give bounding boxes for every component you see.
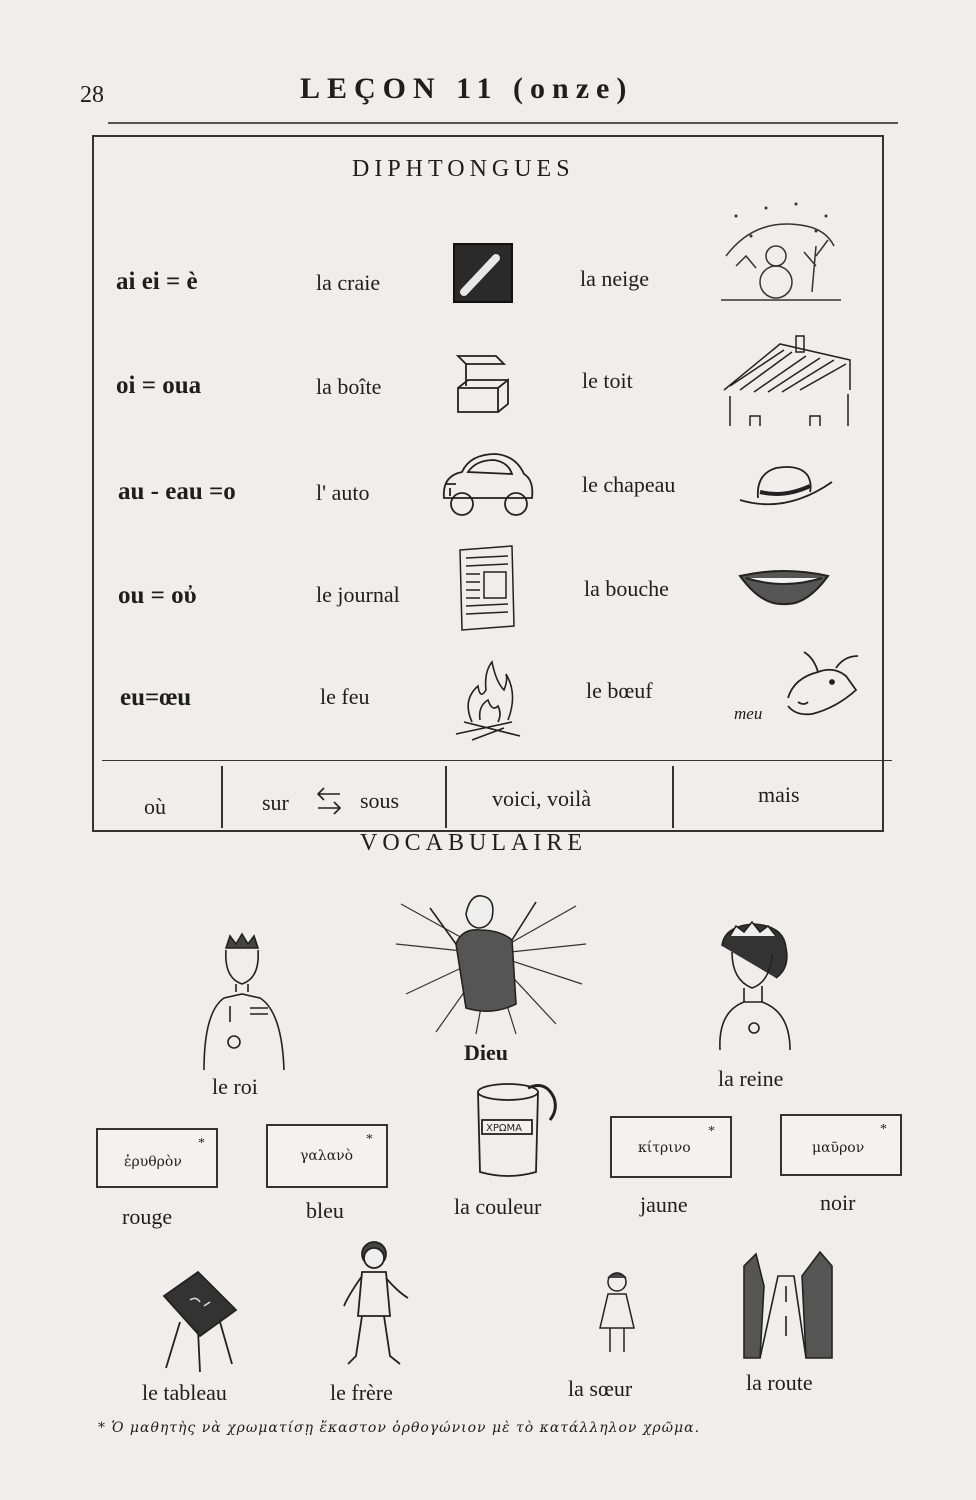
hat-image <box>736 462 836 518</box>
star-note: * <box>708 1124 715 1139</box>
word-craie: la craie <box>316 270 381 295</box>
greek-rouge: ἐρυθρὸν <box>124 1154 182 1170</box>
word-sous: sous <box>360 788 400 813</box>
page-number: 28 <box>80 82 104 108</box>
diphthong-oi: oi = oua <box>116 372 202 399</box>
paint-can-image <box>472 1080 576 1180</box>
word-neige: la neige <box>580 266 650 291</box>
box-image <box>452 352 512 418</box>
greek-jaune: κίτρινο <box>638 1140 691 1156</box>
frame-divider <box>102 760 892 761</box>
word-jaune: jaune <box>640 1192 688 1217</box>
car-image <box>436 446 536 522</box>
footnote: * Ὁ μαθητὴς νὰ χρωματίσῃ ἕκαστον ὀρθογώνιον μὲ τὸ κατάλληλον χρῶμα. <box>98 1420 701 1436</box>
mouth-image <box>736 566 832 608</box>
word-ou: où <box>144 794 166 819</box>
color-box-rouge[interactable] <box>96 1128 218 1188</box>
word-journal: le journal <box>316 582 400 607</box>
god-image <box>396 884 586 1034</box>
blackboard-image <box>150 1268 240 1378</box>
greek-noir: μαῦρον <box>812 1140 865 1156</box>
frame-separator <box>445 766 447 828</box>
word-reine: la reine <box>718 1066 784 1091</box>
word-feu: le feu <box>320 684 370 709</box>
word-frere: le frère <box>330 1380 393 1405</box>
word-boeuf: le bœuf <box>586 678 653 703</box>
frame-separator <box>221 766 223 828</box>
word-toit: le toit <box>582 368 633 393</box>
word-soeur: la sœur <box>568 1376 633 1401</box>
word-boite: la boîte <box>316 374 382 399</box>
word-mais: mais <box>758 782 800 807</box>
cow-sound: meu <box>734 704 763 723</box>
word-dieu: Dieu <box>464 1040 508 1065</box>
word-route: la route <box>746 1370 813 1395</box>
queen-image <box>704 918 804 1054</box>
word-couleur: la couleur <box>454 1194 542 1219</box>
star-note: * <box>366 1132 373 1147</box>
diphthong-au: au - eau =o <box>118 478 236 505</box>
ox-image <box>774 650 864 724</box>
lesson-title: LEÇON 11 (onze) <box>300 72 634 105</box>
word-chapeau: le chapeau <box>582 472 676 497</box>
word-rouge: rouge <box>122 1204 173 1229</box>
color-box-jaune[interactable] <box>610 1116 732 1178</box>
brother-image <box>334 1238 414 1370</box>
swap-arrows-icon <box>314 786 344 818</box>
word-tableau: le tableau <box>142 1380 227 1405</box>
star-note: * <box>198 1136 205 1151</box>
snowman-image <box>716 196 846 310</box>
word-voici: voici, voilà <box>492 786 591 811</box>
word-bleu: bleu <box>306 1198 344 1223</box>
roof-image <box>720 330 856 430</box>
header-rule <box>108 122 898 124</box>
diphthongs-heading: DIPHTONGUES <box>352 156 575 182</box>
paint-can-label: ΧΡΩΜΑ <box>486 1123 522 1134</box>
color-box-noir[interactable] <box>780 1114 902 1176</box>
color-box-bleu[interactable] <box>266 1124 388 1188</box>
diphthong-eu: eu=œu <box>120 684 192 711</box>
word-bouche: la bouche <box>584 576 669 601</box>
star-note: * <box>880 1122 887 1137</box>
chalk-image <box>452 242 516 304</box>
diphthong-ou: ou = οὐ <box>118 582 197 609</box>
vocabulary-heading: VOCABULAIRE <box>360 830 587 856</box>
diphthong-ai: ai ei = è <box>116 268 198 295</box>
newspaper-image <box>456 544 520 632</box>
king-image <box>194 932 294 1072</box>
greek-bleu: γαλανὸ <box>300 1148 354 1164</box>
sister-image <box>594 1268 640 1358</box>
word-sur: sur <box>262 790 289 815</box>
word-auto: l' auto <box>316 480 370 505</box>
frame-separator <box>672 766 674 828</box>
word-roi: le roi <box>212 1074 258 1099</box>
fire-image <box>452 660 524 742</box>
word-noir: noir <box>820 1190 856 1215</box>
road-image <box>736 1246 838 1362</box>
